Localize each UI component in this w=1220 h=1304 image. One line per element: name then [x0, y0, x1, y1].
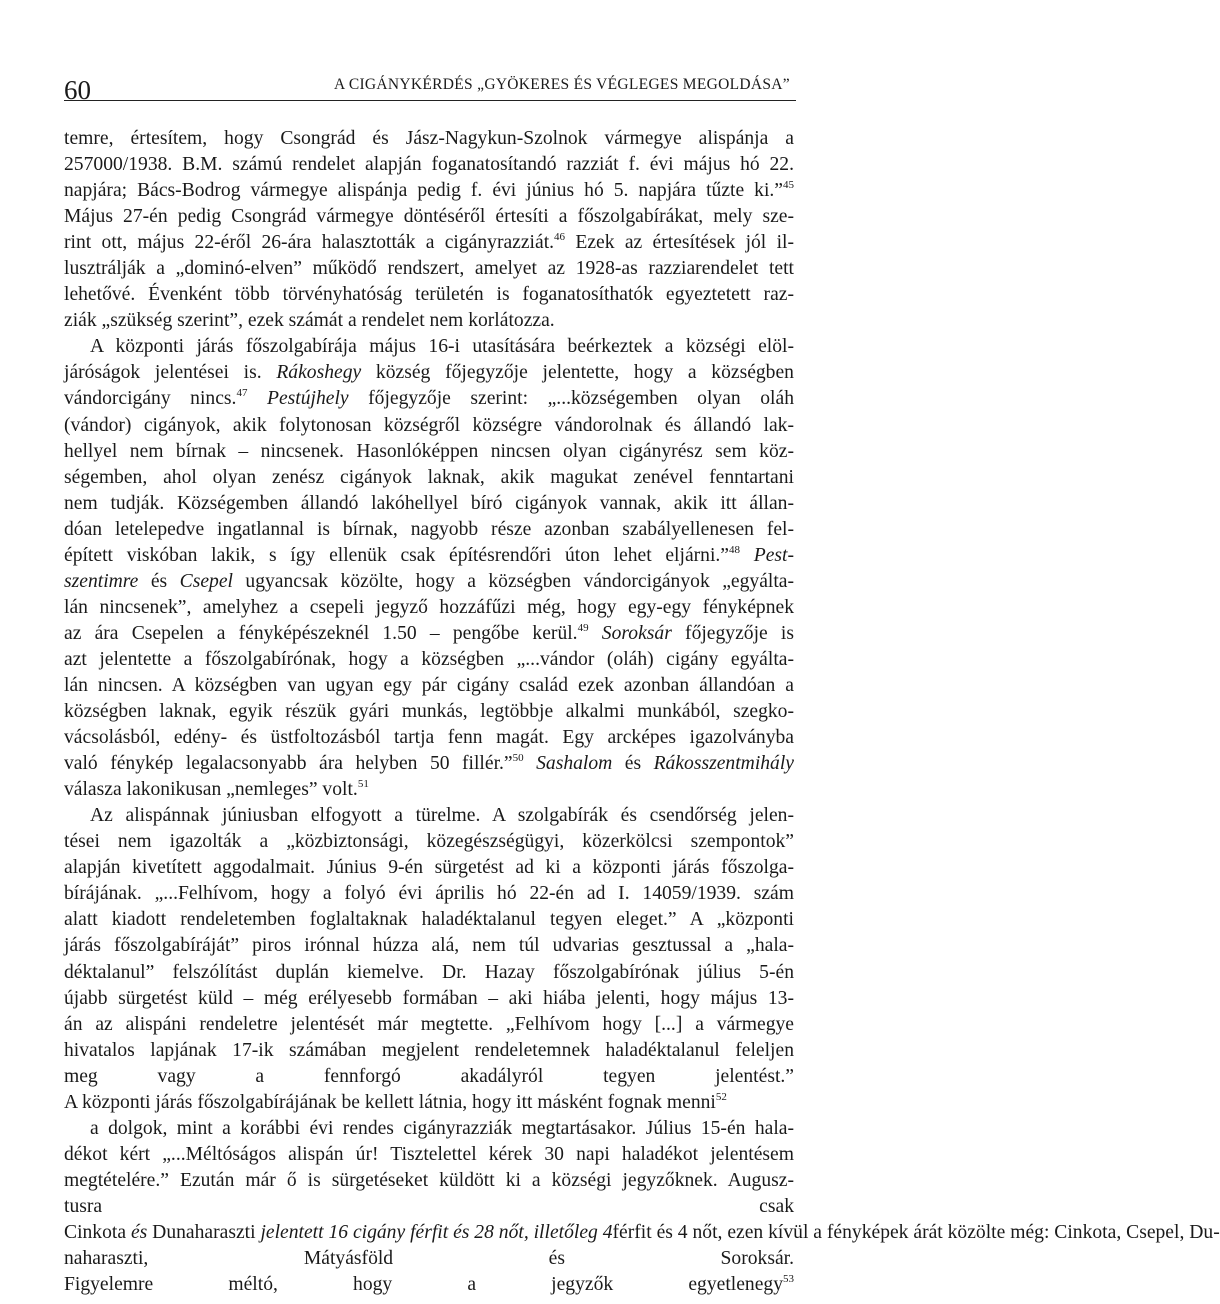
text-line: tései nem igazolták a „közbiztonsági, közegészségügyi, közerkölcsi szempontok”	[64, 831, 794, 853]
text-line: dóan letelepedve ingatlannal is bírnak, nagyobb része azonban szabályellenesen fel-	[64, 518, 794, 540]
page-header	[64, 64, 796, 105]
text-line: hellyel nem bírnak – nincsenek. Hasonlóképpen nincsen olyan cigányrész sem köz-	[64, 440, 794, 462]
text-line: dékot kért „...Méltóságos alispán úr! Tisztelettel kérek 30 napi haladékot jelentésem	[64, 1143, 794, 1165]
text-line: válasza lakonikusan „nemleges” volt.$^{51}$	[64, 778, 369, 801]
text-line: déktalanul” felszólítást duplán kiemelve. Dr. Hazay főszolgabírónak július 5-én	[64, 961, 794, 983]
footnote-ref: 46	[554, 231, 566, 244]
text-line: temre, értesítem, hogy Csongrád és Jász-Nagykun-Szolnok vármegye alispánja a	[64, 128, 794, 149]
text-line: az ára Csepelen a fényképészeknél 1.50 – pengőbe kerül.$^{49}$ Soroksár főjegyzője is	[64, 621, 794, 644]
text-line: ziák „szükség szerint”, ezek számát a rendelet nem korlátozza.	[64, 310, 555, 332]
footnote-ref: 45	[783, 179, 794, 192]
text-line: újabb sürgetést küld – még erélyesebb formában – aki hiába jelenti, hogy május 13-	[64, 987, 794, 1009]
text-line: án az alispáni rendeletre jelentését már megtette. „Felhívom hogy [...] a vármegye	[64, 1013, 794, 1035]
text-line: Az alispánnak júniusban elfogyott a türelme. A szolgabírák és csendőrség jelen-	[90, 805, 794, 827]
text-line: Cinkota és Dunaharaszti jelentett 16 cigány férfit és 28 nőt, illetőleg 4férfit és 4 nőt, ezen kívül a fényképek árát közölte még: Cinkota, Csepel, Du-	[64, 1221, 1220, 1243]
text-line: lán nincsenek”, amelyhez a csepeli jegyző hozzáfűzi még, hogy egy-egy fényképnek	[64, 596, 794, 618]
page-number: 60	[64, 75, 91, 105]
text-line: való fénykép legalacsonyabb ára helyben 50 fillér.”$^{50}$ Sashalom és Rákosszentmihály	[64, 752, 794, 775]
text-line: járás főszolgabíráját” piros irónnal húzza alá, nem túl udvarias gesztussal a „hala-	[64, 935, 794, 957]
footnote-ref: 47	[236, 387, 248, 400]
text-line: A központi járás főszolgabírájának be kellett látnia, hogy itt másként fognak menni$^{52}$	[64, 1090, 727, 1113]
text-line: épített viskóban lakik, s így ellenük csak építésrendőri úton lehet eljárni.”$^{48}$ Pest-	[64, 543, 795, 566]
footnote-ref: 48	[729, 543, 741, 556]
text-line: meg vagy a fennforgó akadályról tegyen jelentést.”	[64, 1065, 794, 1087]
running-title: A CIGÁNYKÉRDÉS „GYÖKERES ÉS VÉGLEGES MEGOLDÁSA”	[334, 76, 790, 93]
text-line: alatt kiadott rendeletemben foglaltaknak haladéktalanul tegyen eleget.” A „központi	[64, 909, 794, 931]
text-line: vándorcigány nincs.$^{47}$ Pestújhely főjegyzője szerint: „...községemben olyan oláh	[64, 387, 794, 410]
text-line: lán nincsen. A községben van ugyan egy pár cigány család ezek azonban állandóan a	[64, 674, 794, 696]
footnote-ref: 53	[783, 1273, 794, 1286]
text-line: lusztrálják a „dominó-elven” működő rendszert, amelyet az 1928-as razziarendelet tett	[64, 258, 794, 280]
text-line: tusra csak	[64, 1195, 794, 1217]
text-line: megtételére.” Ezután már ő is sürgetéseket küldött ki a községi jegyzőknek. Augusz-	[64, 1169, 794, 1191]
text-line: szentimre és Csepel ugyancsak közölte, hogy a községben vándorcigányok „egyálta-	[64, 570, 794, 592]
text-line: járóságok jelentései is. Rákoshegy község főjegyzője jelentette, hogy a községben	[64, 362, 794, 384]
text-line: községben laknak, egyik részük gyári munkás, legtöbbje alkalmi munkából, szegko-	[64, 701, 794, 723]
text-line: napjára; Bács-Bodrog vármegye alispánja pedig f. évi június hó 5. napjára tűzte ki.”$^{45}$	[64, 179, 794, 202]
text-line: Május 27-én pedig Csongrád vármegye döntéséről értesíti a főszolgabírákat, mely sze-	[64, 206, 794, 228]
body-text	[64, 126, 1220, 1298]
text-line: 257000/1938. B.M. számú rendelet alapján foganatosítandó razziát f. évi május hó 22.	[64, 154, 794, 176]
text-line: rint ott, május 22-éről 26-ára halasztották a cigányrazziát.$^{46}$ Ezek az értesítések jól il-	[64, 231, 794, 254]
text-line: nem tudják. Községemben állandó lakóhellyel bíró cigányok vannak, akik itt állan-	[64, 492, 794, 514]
text-line: lehetővé. Évenként több törvényhatóság területén is foganatosíthatók egyeztetett raz-	[64, 284, 794, 306]
text-line: A központi járás főszolgabírája május 16-i utasítására beérkeztek a községi elöl-	[90, 336, 794, 358]
text-line: a dolgok, mint a korábbi évi rendes cigányrazziák megtartásakor. Július 15-én hala-	[90, 1117, 794, 1139]
footnote-ref: 51	[357, 778, 369, 791]
text-line: Figyelemre méltó, hogy a jegyzők egyetlenegy$^{53}$	[64, 1273, 794, 1296]
text-line: vácsolásból, edény- és üstfoltozásból tartja fenn magát. Egy arcképes igazolványba	[64, 727, 794, 749]
text-line: hivatalos lapjának 17-ik számában megjelent rendeletemnek haladéktalanul feleljen	[64, 1039, 794, 1061]
text-line: (vándor) cigányok, akik folytonosan községről községre vándorolnak és állandó lak-	[64, 414, 794, 436]
text-line: azt jelentette a főszolgabírónak, hogy a községben „...vándor (oláh) cigány egyálta-	[64, 648, 794, 670]
footnote-ref: 50	[512, 752, 524, 765]
text-line: alapján kivetített aggodalmait. Június 9-én sürgetést ad ki a központi járás főszolga-	[64, 857, 794, 879]
footnote-ref: 49	[577, 621, 589, 634]
text-line: ségemben, ahol olyan zenész cigányok laknak, akik magukat zenével fenntartani	[64, 466, 794, 488]
footnote-ref: 52	[715, 1090, 727, 1103]
text-line: bírájának. „...Felhívom, hogy a folyó évi április hó 22-én ad I. 14059/1939. szám	[64, 883, 794, 905]
text-line: naharaszti, Mátyásföld és Soroksár.	[64, 1248, 794, 1270]
